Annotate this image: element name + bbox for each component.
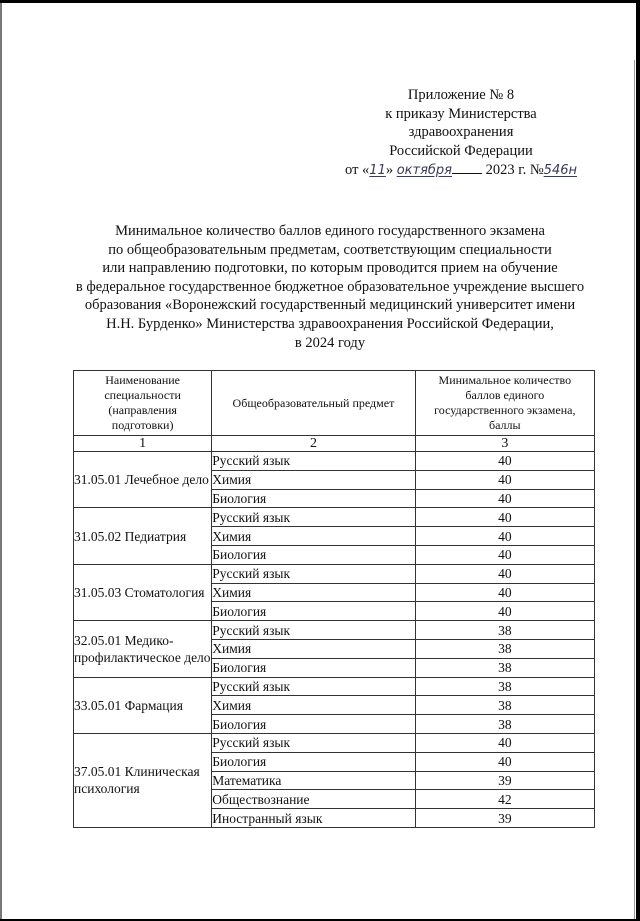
subject-cell: Обществознание bbox=[212, 790, 415, 809]
score-cell: 39 bbox=[415, 771, 594, 790]
subject-cell: Математика bbox=[212, 771, 415, 790]
subject-cell: Химия bbox=[212, 696, 415, 715]
appendix-header bbox=[330, 86, 592, 181]
appendix-order-ref: к приказу Министерства bbox=[385, 105, 537, 122]
subject-cell: Биология bbox=[212, 545, 415, 564]
title-line: по общеобразовательным предметам, соответствующим специальности bbox=[108, 241, 552, 258]
score-cell: 38 bbox=[415, 677, 594, 696]
scan-border-top bbox=[0, 0, 640, 3]
scores-table bbox=[73, 370, 595, 828]
score-cell: 38 bbox=[415, 639, 594, 658]
subject-cell: Русский язык bbox=[212, 677, 415, 696]
specialty-cell: 37.05.01 Клиническая психология bbox=[74, 733, 212, 827]
subject-cell: Химия bbox=[212, 639, 415, 658]
table-row bbox=[74, 508, 595, 527]
subject-cell: Биология bbox=[212, 752, 415, 771]
specialty-cell: 31.05.02 Педиатрия bbox=[74, 508, 212, 564]
day-suffix: » bbox=[385, 162, 394, 178]
appendix-ministry: здравоохранения bbox=[408, 124, 514, 140]
scan-border-left bbox=[0, 0, 2, 921]
handwritten-day: 11 bbox=[369, 163, 386, 178]
score-cell: 39 bbox=[415, 809, 594, 828]
score-cell: 40 bbox=[415, 470, 594, 489]
score-cell: 40 bbox=[415, 733, 594, 752]
column-number: 2 bbox=[212, 436, 415, 452]
subject-cell: Биология bbox=[212, 489, 415, 508]
score-cell: 42 bbox=[415, 790, 594, 809]
title-line: образования «Воронежский государственный медицинский университет имени bbox=[84, 297, 576, 314]
header-min-score: Минимальное количество баллов единого государственного экзамена, баллы bbox=[415, 371, 594, 436]
table-row bbox=[74, 621, 595, 640]
score-cell: 40 bbox=[415, 489, 594, 508]
subject-cell: Химия bbox=[212, 583, 415, 602]
header-subject: Общеобразовательный предмет bbox=[212, 371, 415, 436]
specialty-cell: 32.05.01 Медико-профилактическое дело bbox=[74, 621, 212, 677]
subject-cell: Русский язык bbox=[212, 564, 415, 583]
subject-cell: Химия bbox=[212, 527, 415, 546]
score-cell: 38 bbox=[415, 621, 594, 640]
score-cell: 40 bbox=[415, 564, 594, 583]
table-row bbox=[74, 677, 595, 696]
title-line: Н.Н. Бурденко» Министерства здравоохранения Российской Федерации, bbox=[106, 315, 554, 332]
year-text: 2023 г. № bbox=[485, 162, 544, 178]
title-line: в федеральное государственное бюджетное образовательное учреждение высшего bbox=[75, 278, 585, 295]
title-line: или направлению подготовки, по которым проводится прием на обучение bbox=[102, 260, 558, 277]
order-date-line bbox=[330, 160, 592, 181]
subject-cell: Биология bbox=[212, 658, 415, 677]
date-prefix: от « bbox=[345, 162, 370, 178]
score-cell: 38 bbox=[415, 658, 594, 677]
scan-border-right bbox=[636, 0, 640, 921]
table-row bbox=[74, 452, 595, 471]
appendix-federation: Российской Федерации bbox=[389, 142, 533, 159]
subject-cell: Иностранный язык bbox=[212, 809, 415, 828]
score-cell: 38 bbox=[415, 696, 594, 715]
column-number: 3 bbox=[415, 436, 594, 452]
score-cell: 40 bbox=[415, 583, 594, 602]
subject-cell: Русский язык bbox=[212, 733, 415, 752]
score-cell: 40 bbox=[415, 527, 594, 546]
score-cell: 40 bbox=[415, 452, 594, 471]
score-cell: 40 bbox=[415, 508, 594, 527]
subject-cell: Русский язык bbox=[212, 452, 415, 471]
column-number: 1 bbox=[74, 436, 212, 452]
specialty-cell: 33.05.01 Фармация bbox=[74, 677, 212, 733]
header-specialty: Наименование специальности (направления подготовки) bbox=[74, 371, 212, 436]
title-line: в 2024 году bbox=[294, 334, 366, 351]
subject-cell: Русский язык bbox=[212, 621, 415, 640]
score-cell: 40 bbox=[415, 545, 594, 564]
table-header-row bbox=[74, 371, 595, 436]
subject-cell: Биология bbox=[212, 602, 415, 621]
month-blank-line bbox=[452, 160, 482, 174]
scan-edge-line bbox=[634, 60, 635, 920]
subject-cell: Химия bbox=[212, 470, 415, 489]
subject-cell: Биология bbox=[212, 715, 415, 734]
specialty-cell: 31.05.01 Лечебное дело bbox=[74, 452, 212, 508]
document-title bbox=[60, 222, 600, 352]
handwritten-order-number: 546н bbox=[543, 163, 577, 178]
title-line: Минимальное количество баллов единого государственного экзамена bbox=[115, 223, 545, 239]
column-number-row bbox=[74, 436, 595, 452]
appendix-number: Приложение № 8 bbox=[407, 87, 515, 103]
score-cell: 40 bbox=[415, 602, 594, 621]
subject-cell: Русский язык bbox=[212, 508, 415, 527]
table-row bbox=[74, 564, 595, 583]
score-cell: 40 bbox=[415, 752, 594, 771]
handwritten-month: октября bbox=[396, 163, 453, 178]
specialty-cell: 31.05.03 Стоматология bbox=[74, 564, 212, 620]
score-cell: 38 bbox=[415, 715, 594, 734]
table-row bbox=[74, 733, 595, 752]
